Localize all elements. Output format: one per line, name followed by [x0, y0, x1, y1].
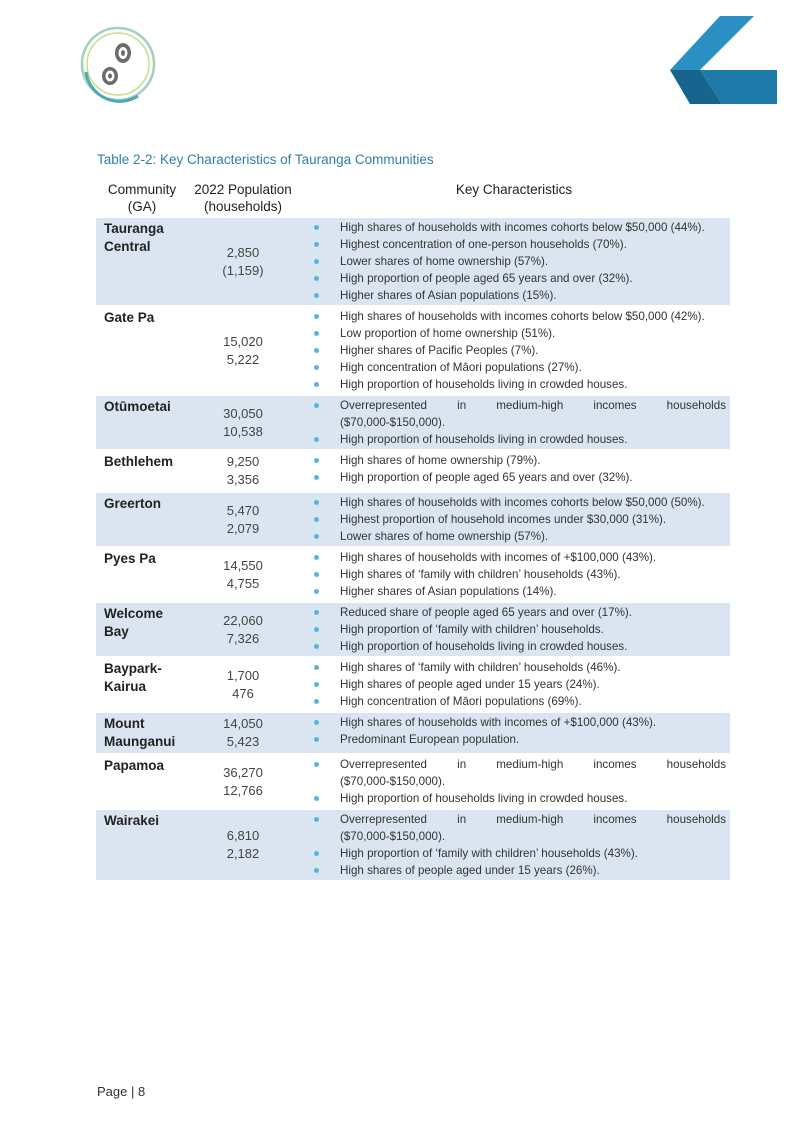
characteristic-text: Predominant European population.: [340, 733, 520, 746]
characteristic-item: [298, 342, 726, 359]
population-value: 5,470: [226, 502, 260, 518]
community-name: Greerton: [96, 492, 188, 547]
characteristic-text: Highest concentration of one-person households (70%).: [340, 238, 627, 251]
characteristic-text: High shares of households with incomes cohorts below $50,000 (42%).: [340, 310, 705, 323]
table-row: [96, 492, 730, 547]
characteristics-cell: [298, 809, 730, 880]
population-value: 36,270: [223, 764, 263, 780]
bullet-icon: [314, 293, 319, 298]
header-characteristics: Key Characteristics: [455, 182, 573, 197]
population-cell: [188, 395, 298, 450]
characteristic-text: Highest proportion of household incomes under $30,000 (31%).: [340, 513, 667, 526]
header-community: Community (GA): [107, 182, 177, 214]
bullet-icon: [314, 314, 319, 319]
characteristics-cell: [298, 306, 730, 395]
characteristic-text: Lower shares of home ownership (57%).: [340, 530, 549, 543]
characteristic-text: High proportion of households living in crowded houses.: [340, 433, 628, 446]
characteristic-item: [298, 845, 726, 862]
characteristic-item: [298, 862, 726, 879]
bullet-icon: [314, 627, 319, 632]
characteristics-cell: [298, 547, 730, 602]
households-value: 7,326: [226, 630, 260, 646]
characteristic-text: High shares of people aged under 15 years (26%).: [340, 864, 600, 877]
characteristic-text: High shares of households with incomes of +$100,000 (43%).: [340, 716, 657, 729]
characteristic-item: [298, 431, 726, 448]
characteristics-cell: [298, 492, 730, 547]
community-name: Baypark-Kairua: [96, 657, 188, 712]
characteristic-item: [298, 325, 726, 342]
bullet-icon: [314, 665, 319, 670]
bullet-icon: [314, 796, 319, 801]
population-value: 15,020: [223, 333, 263, 349]
characteristic-text: Lower shares of home ownership (57%).: [340, 255, 549, 268]
footprints-logo: [78, 24, 158, 104]
population-value: 6,810: [226, 828, 260, 843]
households-value: 476: [232, 685, 254, 701]
characteristics-cell: [298, 712, 730, 754]
households-value: 5,222: [226, 351, 260, 367]
table-row: [96, 395, 730, 450]
characteristic-text: High shares of households with incomes of +$100,000 (43%).: [340, 551, 657, 564]
characteristic-item: [298, 676, 726, 693]
characteristic-item: [298, 811, 726, 845]
characteristics-list: [298, 548, 726, 601]
bullet-icon: [314, 403, 319, 408]
characteristic-text: High shares of households with incomes cohorts below $50,000 (50%).: [340, 496, 705, 509]
bullet-icon: [314, 225, 319, 230]
population-value: 9,250: [226, 454, 260, 469]
population-value: 14,550: [223, 557, 263, 573]
characteristic-text: High shares of ‘family with children’ households (43%).: [340, 568, 621, 581]
characteristic-text: High proportion of households living in crowded houses.: [340, 792, 628, 805]
bullet-icon: [314, 572, 319, 577]
population-cell: [188, 306, 298, 395]
bullet-icon: [314, 365, 319, 370]
characteristic-item: [298, 693, 726, 710]
characteristic-item: [298, 452, 726, 469]
characteristics-list: [298, 493, 726, 546]
community-name: Welcome Bay: [96, 602, 188, 657]
table-row: [96, 547, 730, 602]
characteristic-text: High proportion of households living in crowded houses.: [340, 640, 628, 653]
characteristics-cell: [298, 657, 730, 712]
bullet-icon: [314, 534, 319, 539]
community-name: Gate Pa: [96, 306, 188, 395]
table-row: [96, 602, 730, 657]
bullet-icon: [314, 382, 319, 387]
bullet-icon: [314, 817, 319, 822]
population-cell: [188, 602, 298, 657]
bullet-icon: [314, 500, 319, 505]
population-cell: [188, 712, 298, 754]
characteristic-item: [298, 566, 726, 583]
community-name: Otūmoetai: [96, 395, 188, 450]
bullet-icon: [314, 348, 319, 353]
characteristic-item: [298, 604, 726, 621]
characteristics-list: [298, 396, 726, 449]
characteristic-item: [298, 638, 726, 655]
characteristic-item: [298, 287, 726, 304]
characteristic-text: High shares of households with incomes cohorts below $50,000 (44%).: [340, 221, 705, 234]
community-name: Mount Maunganui: [96, 712, 188, 754]
population-value: 14,050: [223, 716, 263, 731]
households-value: (1,159): [222, 262, 264, 278]
characteristic-text: Overrepresented in medium-high incomes households ($70,000-$150,000).: [340, 399, 726, 429]
population-cell: [188, 754, 298, 809]
characteristic-text: Overrepresented in medium-high incomes households ($70,000-$150,000).: [340, 813, 726, 843]
bullet-icon: [314, 610, 319, 615]
population-value: 1,700: [226, 667, 260, 683]
characteristic-item: [298, 359, 726, 376]
characteristic-text: Overrepresented in medium-high incomes households ($70,000-$150,000).: [340, 758, 726, 788]
table-row: [96, 450, 730, 492]
bullet-icon: [314, 868, 319, 873]
bullet-icon: [314, 331, 319, 336]
bullet-icon: [314, 720, 319, 725]
households-value: 12,766: [223, 782, 263, 798]
population-value: 30,050: [223, 405, 263, 421]
characteristic-text: High concentration of Māori populations (69%).: [340, 695, 582, 708]
bullet-icon: [314, 475, 319, 480]
characteristic-item: [298, 621, 726, 638]
community-name: Tauranga Central: [96, 217, 188, 306]
characteristic-item: [298, 236, 726, 253]
population-value: 2,850: [226, 244, 260, 260]
characteristics-list: [298, 755, 726, 808]
characteristic-text: Reduced share of people aged 65 years and over (17%).: [340, 606, 632, 619]
characteristic-item: [298, 528, 726, 545]
population-cell: [188, 657, 298, 712]
table-row: [96, 657, 730, 712]
characteristic-item: [298, 469, 726, 486]
community-name: Pyes Pa: [96, 547, 188, 602]
characteristic-text: High shares of ‘family with children’ households (46%).: [340, 661, 621, 674]
characteristic-item: [298, 549, 726, 566]
community-name: Papamoa: [96, 754, 188, 809]
key-characteristics-table: [96, 178, 730, 880]
table-row: [96, 306, 730, 395]
page-footer: Page | 8: [97, 1084, 146, 1099]
bullet-icon: [314, 737, 319, 742]
characteristic-text: Higher shares of Asian populations (15%).: [340, 289, 557, 302]
population-value: 22,060: [223, 612, 263, 628]
bullet-icon: [314, 437, 319, 442]
characteristics-cell: [298, 450, 730, 492]
characteristic-item: [298, 253, 726, 270]
characteristic-item: [298, 511, 726, 528]
table-row: [96, 217, 730, 306]
table-row: [96, 754, 730, 809]
population-cell: [188, 492, 298, 547]
characteristic-item: [298, 659, 726, 676]
characteristic-item: [298, 376, 726, 393]
community-name: Wairakei: [96, 809, 188, 880]
characteristics-list: [298, 307, 726, 394]
characteristic-text: Low proportion of home ownership (51%).: [340, 327, 556, 340]
characteristic-item: [298, 219, 726, 236]
characteristics-list: [298, 603, 726, 656]
characteristic-item: [298, 494, 726, 511]
characteristic-item: [298, 583, 726, 600]
households-value: 3,356: [226, 472, 260, 487]
characteristics-cell: [298, 395, 730, 450]
bullet-icon: [314, 762, 319, 767]
community-name: Bethlehem: [96, 450, 188, 492]
characteristic-text: High proportion of people aged 65 years and over (32%).: [340, 471, 633, 484]
bullet-icon: [314, 458, 319, 463]
characteristics-cell: [298, 217, 730, 306]
bullet-icon: [314, 682, 319, 687]
households-value: 2,182: [226, 846, 260, 861]
characteristic-item: [298, 731, 726, 748]
households-value: 5,423: [226, 734, 260, 749]
characteristic-text: Higher shares of Pacific Peoples (7%).: [340, 344, 539, 357]
characteristic-item: [298, 714, 726, 731]
characteristic-item: [298, 756, 726, 790]
chevron-logo: [670, 16, 777, 104]
population-cell: [188, 547, 298, 602]
bullet-icon: [314, 517, 319, 522]
households-value: 2,079: [226, 520, 260, 536]
characteristics-cell: [298, 754, 730, 809]
characteristic-text: High proportion of households living in crowded houses.: [340, 378, 628, 391]
characteristics-list: [298, 810, 726, 880]
characteristic-text: High concentration of Māori populations (27%).: [340, 361, 582, 374]
households-value: 10,538: [223, 423, 263, 439]
characteristics-cell: [298, 602, 730, 657]
bullet-icon: [314, 259, 319, 264]
bullet-icon: [314, 242, 319, 247]
characteristic-item: [298, 790, 726, 807]
bullet-icon: [314, 589, 319, 594]
characteristic-item: [298, 270, 726, 287]
characteristics-list: [298, 218, 726, 305]
characteristics-list: [298, 658, 726, 711]
characteristics-list: [298, 451, 726, 487]
characteristic-item: [298, 397, 726, 431]
characteristic-text: High shares of home ownership (79%).: [340, 454, 541, 467]
characteristic-item: [298, 308, 726, 325]
bullet-icon: [314, 555, 319, 560]
population-cell: [188, 809, 298, 880]
characteristic-text: High proportion of ‘family with children’ households (43%).: [340, 847, 638, 860]
households-value: 4,755: [226, 575, 260, 591]
bullet-icon: [314, 644, 319, 649]
characteristic-text: High proportion of people aged 65 years and over (32%).: [340, 272, 633, 285]
characteristic-text: High shares of people aged under 15 years (24%).: [340, 678, 600, 691]
header-population: 2022 Population (households): [194, 182, 292, 214]
table-row: [96, 712, 730, 754]
bullet-icon: [314, 276, 319, 281]
table-row: [96, 809, 730, 880]
bullet-icon: [314, 699, 319, 704]
population-cell: [188, 450, 298, 492]
bullet-icon: [314, 851, 319, 856]
characteristic-text: Higher shares of Asian populations (14%).: [340, 585, 557, 598]
table-caption: Table 2-2: Key Characteristics of Tauranga Communities: [97, 152, 434, 167]
population-cell: [188, 217, 298, 306]
characteristics-list: [298, 713, 726, 749]
characteristic-text: High proportion of ‘family with children’ households.: [340, 623, 604, 636]
